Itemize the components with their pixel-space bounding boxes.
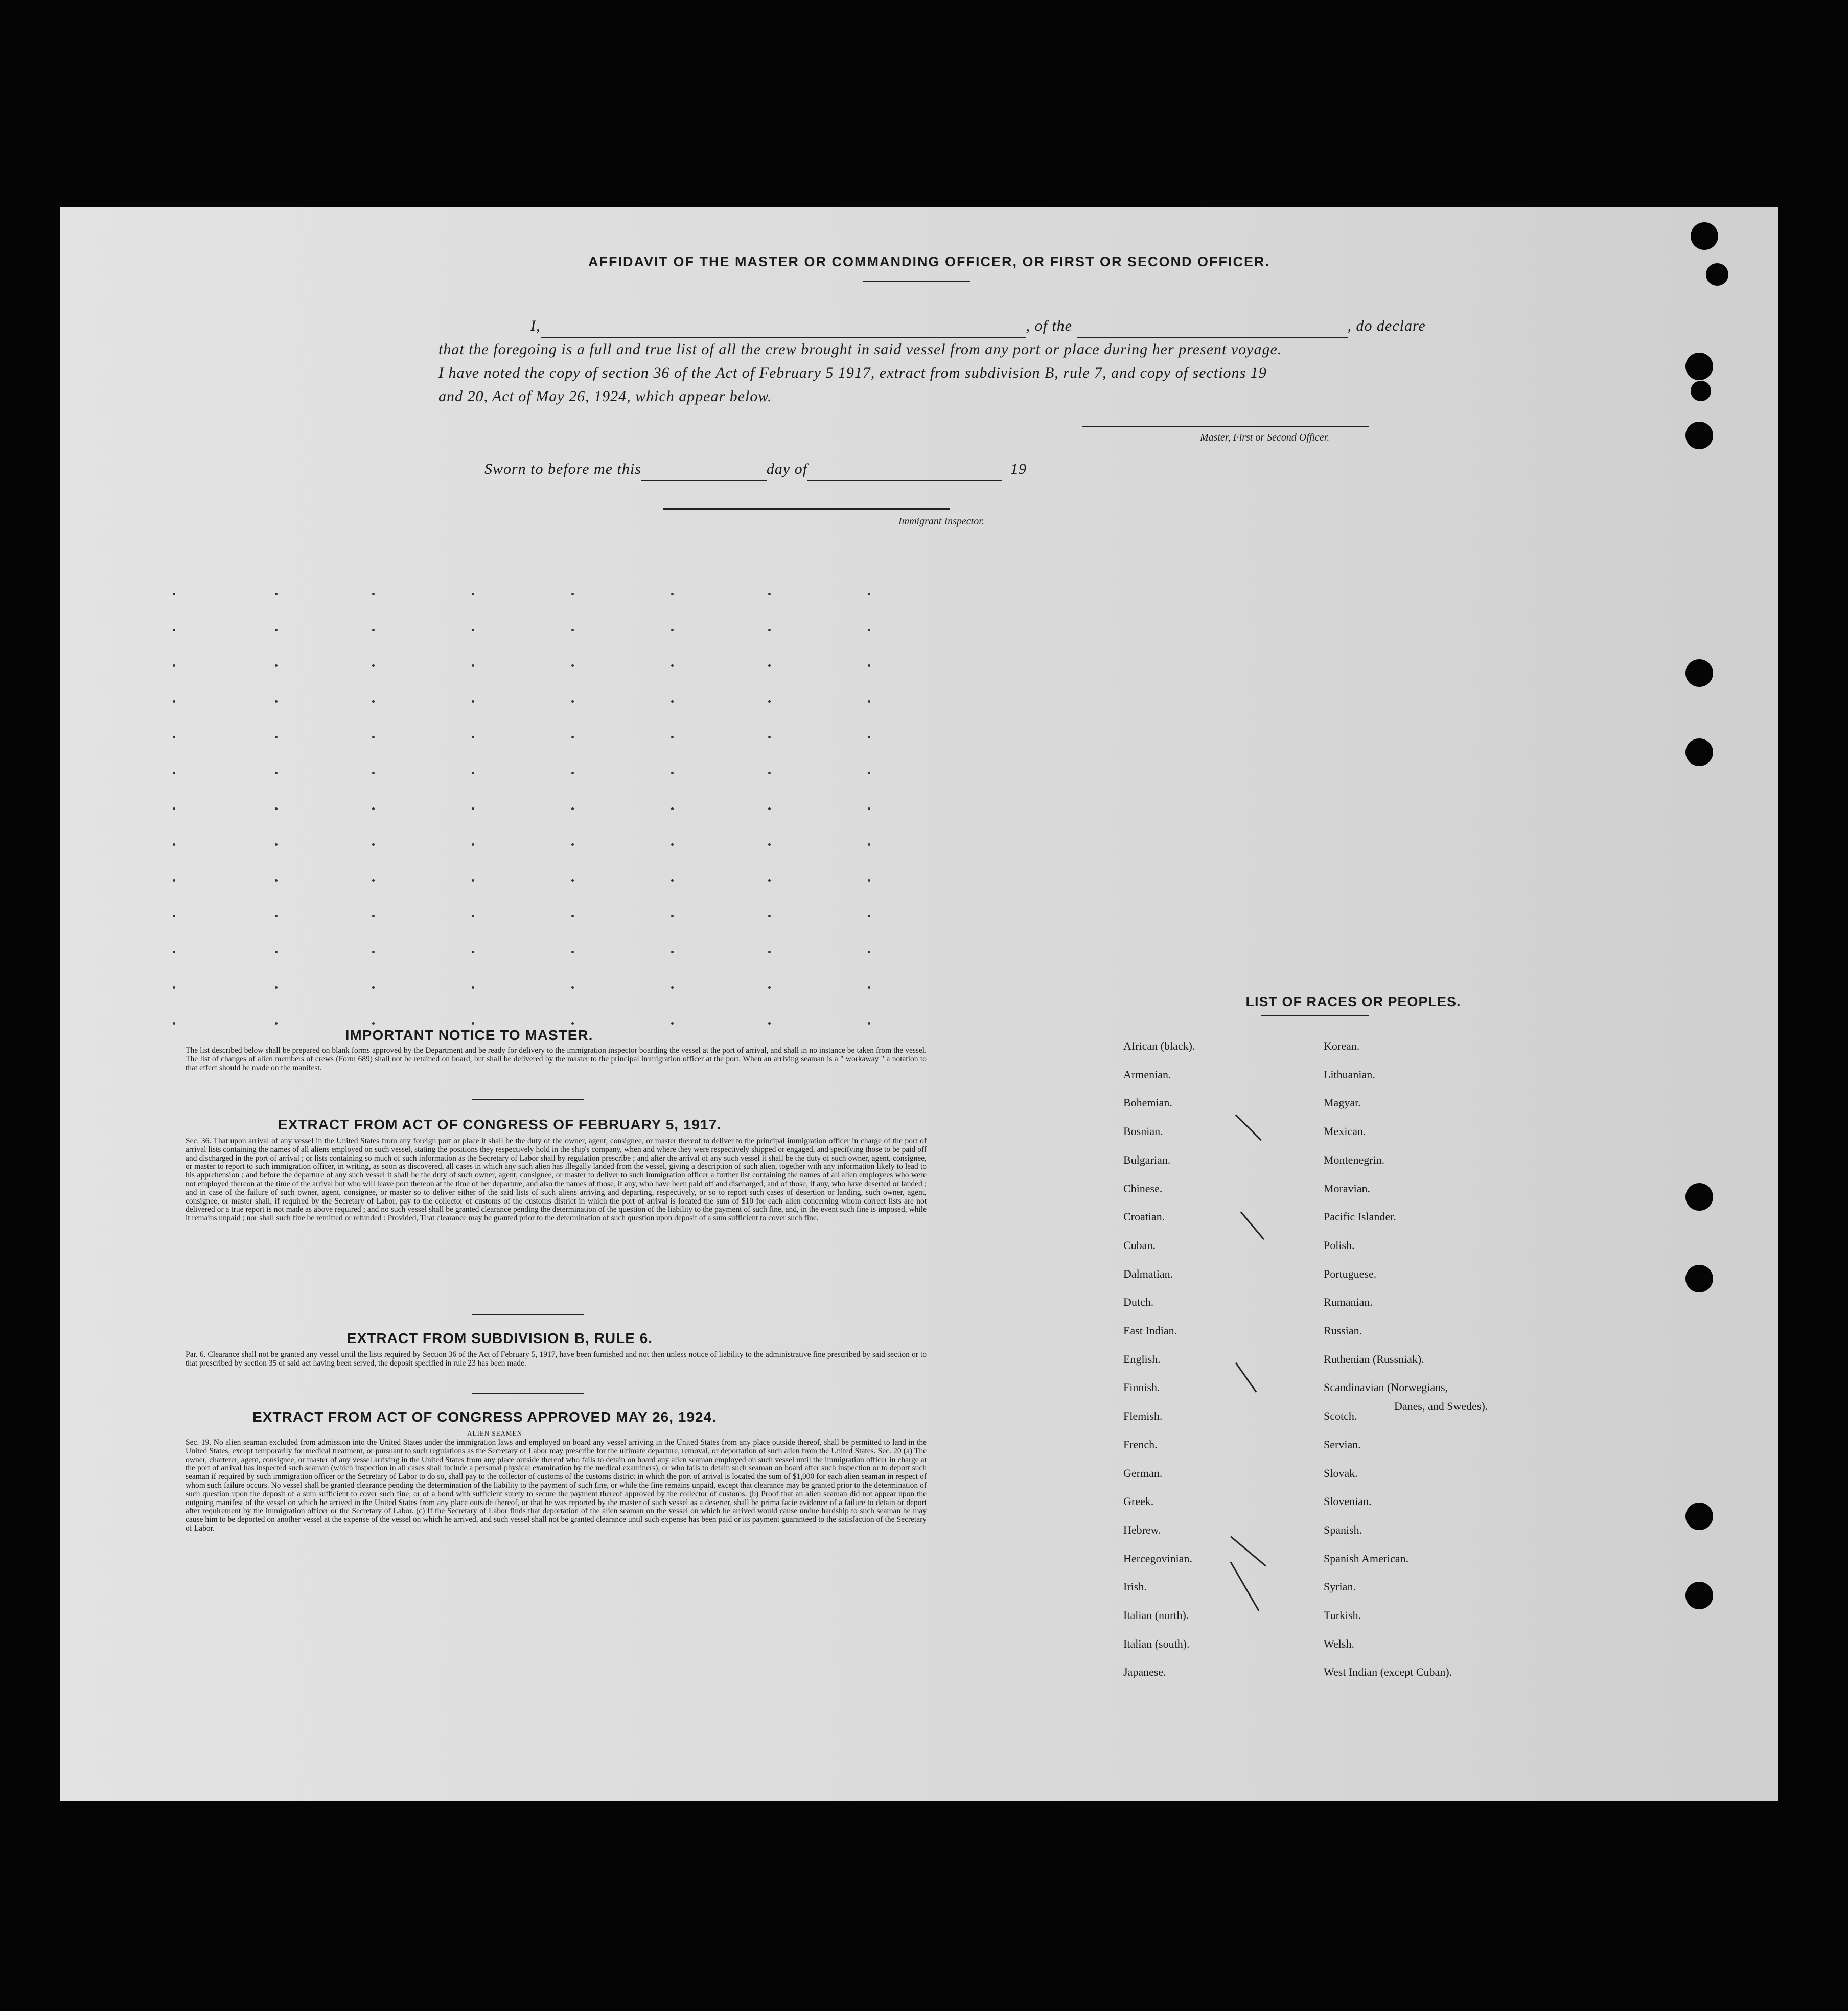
name-blank[interactable] bbox=[541, 325, 1026, 338]
dot bbox=[472, 664, 474, 667]
divider bbox=[472, 1099, 584, 1100]
dot bbox=[372, 700, 375, 703]
dot bbox=[868, 1022, 870, 1025]
declaration-declare: , do declare bbox=[1347, 317, 1426, 334]
dot bbox=[472, 629, 474, 631]
declaration-line-1 bbox=[438, 314, 1461, 338]
dot bbox=[472, 915, 474, 917]
dot bbox=[671, 772, 674, 774]
dot bbox=[571, 629, 574, 631]
race-item: Flemish. bbox=[1123, 1409, 1163, 1423]
dot bbox=[372, 772, 375, 774]
race-item: Irish. bbox=[1123, 1580, 1147, 1593]
dot bbox=[571, 879, 574, 882]
dot bbox=[372, 736, 375, 738]
dot bbox=[173, 629, 175, 631]
race-item: Cuban. bbox=[1123, 1238, 1156, 1252]
race-item: African (black). bbox=[1123, 1039, 1195, 1052]
dot bbox=[868, 772, 870, 774]
race-item: West Indian (except Cuban). bbox=[1324, 1666, 1452, 1679]
vessel-blank[interactable] bbox=[1077, 325, 1348, 338]
divider bbox=[863, 281, 970, 282]
dot bbox=[472, 772, 474, 774]
dot bbox=[173, 807, 175, 810]
master-signature-label: Master, First or Second Officer. bbox=[1200, 432, 1330, 443]
race-item: Turkish. bbox=[1324, 1609, 1361, 1622]
dot bbox=[571, 951, 574, 953]
dot bbox=[571, 736, 574, 738]
dot bbox=[671, 807, 674, 810]
document-page bbox=[60, 207, 1778, 1801]
subdivision-title: EXTRACT FROM SUBDIVISION B, RULE 6. bbox=[346, 1330, 653, 1346]
race-item: Japanese. bbox=[1123, 1666, 1166, 1679]
dot bbox=[275, 986, 278, 989]
dot bbox=[571, 1022, 574, 1025]
dot bbox=[768, 664, 771, 667]
dot bbox=[768, 986, 771, 989]
dot bbox=[768, 843, 771, 846]
race-item: Montenegrin. bbox=[1324, 1153, 1385, 1166]
dot bbox=[671, 593, 674, 595]
subdivision-body: Par. 6. Clearance shall not be granted any vessel until the lists required by Section 36 of the Act of February 5, 1917, have been furnished and not then unless notice of liability to the administrative fine prescribed by said section or to that prescribed by section 35 of said act having been served, the deposit specified in rule 23 has been made. bbox=[186, 1350, 927, 1368]
divider bbox=[472, 1393, 584, 1394]
dot bbox=[671, 879, 674, 882]
race-item: Pacific Islander. bbox=[1324, 1210, 1396, 1223]
pen-mark bbox=[1230, 1536, 1266, 1566]
punch-hole bbox=[1685, 1265, 1713, 1292]
dot bbox=[472, 843, 474, 846]
dot bbox=[472, 807, 474, 810]
dot bbox=[372, 915, 375, 917]
dot bbox=[671, 915, 674, 917]
dot bbox=[571, 593, 574, 595]
dot bbox=[671, 1022, 674, 1025]
extract-1924-title: EXTRACT FROM ACT OF CONGRESS APPROVED MAY 26, 1924. bbox=[252, 1409, 717, 1425]
dot bbox=[571, 807, 574, 810]
race-item: English. bbox=[1123, 1352, 1161, 1366]
dot bbox=[768, 951, 771, 953]
dot bbox=[868, 986, 870, 989]
extract-1924-body: Sec. 19. No alien seaman excluded from admission into the United States under the immigration laws and employed on board any vessel arriving in the United States from any place outside thereof, shall be permitted to land in the United States, except temporarily for medical treatment, or pursuant to such regulations as the Secretary of Labor may prescribe for the ultimate departure, removal, or deportation of such alien from the United States. Sec. 20 (a) The owner, charterer, agent, consignee, or master of any vessel arriving in the United States from any place outside thereof who fails to detain on board any alien seaman employed on such vessel until the immigration officer in charge at the port of arrival has inspected such seaman (which inspection in all cases shall include a personal physical examination by the medical examiners), or who fails to detain such seaman on board after such inspection or to deport such seaman if required by such immigration officer or the Secretary of Labor to do so, shall pay to the collector of customs of the customs district in which the port of arrival is located the sum of $1,000 for each alien seaman in respect of whom such failure occurs. No vessel shall be granted clearance pending the determination of the liability to the payment of such fine, or while the fine remains unpaid, except that clearance may be granted prior to the determination of such question upon the deposit of a sum sufficient to cover such fine, or of a bond with sufficient surety to secure the payment thereof approved by the collector of customs. (b) Proof that an alien seaman did not appear upon the outgoing manifest of the vessel on which he arrived in the United States from any place outside thereof, or that he was reported by the master of such vessel as a deserter, shall be prima facie evidence of a failure to detain or deport after requirement by the immigration officer or the Secretary of Labor. (c) If the Secretary of Labor finds that deportation of the alien seaman on the vessel on which he arrived would cause undue hardship to such seaman he may cause him to be deported on another vessel at the expense of the vessel on which he arrived, and such vessel shall not be granted clearance until such expense has been paid or its payment guaranteed to the satisfaction of the Secretary of Labor. bbox=[186, 1438, 927, 1533]
dot bbox=[671, 664, 674, 667]
dot bbox=[571, 772, 574, 774]
dot bbox=[275, 593, 278, 595]
dot bbox=[275, 843, 278, 846]
dot bbox=[671, 843, 674, 846]
year-label: 19 bbox=[1010, 460, 1027, 477]
dot bbox=[768, 915, 771, 917]
dot bbox=[768, 772, 771, 774]
race-item: Russian. bbox=[1324, 1324, 1362, 1337]
dot bbox=[868, 700, 870, 703]
dot bbox=[372, 664, 375, 667]
race-item: Lithuanian. bbox=[1324, 1068, 1375, 1081]
race-item: Bosnian. bbox=[1123, 1125, 1163, 1138]
declaration-line-3: I have noted the copy of section 36 of the Act of February 5 1917, extract from subdivision B, rule 7, and copy of sections 19 bbox=[438, 364, 1267, 381]
dot bbox=[173, 843, 175, 846]
punch-hole bbox=[1685, 1503, 1713, 1530]
race-item: Hercegovinian. bbox=[1123, 1552, 1192, 1565]
pen-mark bbox=[1240, 1212, 1264, 1240]
race-item: Spanish. bbox=[1324, 1523, 1362, 1536]
dot bbox=[571, 664, 574, 667]
notice-body: The list described below shall be prepared on blank forms approved by the Department and be ready for delivery to the immigration inspector boarding the vessel at the port of arrival, and shall in no instance be taken from the vessel. The list of changes of alien members of crews (Form 689) shall not be retained on board, but shall be delivered by the master to the principal immigration officer at the port. When an arriving seaman is a " workaway " a notation to that effect should be made on the manifest. bbox=[186, 1046, 927, 1072]
dot bbox=[372, 986, 375, 989]
master-signature-line[interactable] bbox=[1082, 426, 1369, 427]
dot bbox=[868, 879, 870, 882]
dot bbox=[768, 593, 771, 595]
race-item: Servian. bbox=[1324, 1438, 1361, 1451]
race-item: Spanish American. bbox=[1324, 1552, 1409, 1565]
dot bbox=[372, 879, 375, 882]
race-item: Ruthenian (Russniak). bbox=[1324, 1352, 1424, 1366]
declaration-line-4: and 20, Act of May 26, 1924, which appear below. bbox=[438, 388, 772, 405]
declaration-of-the: , of the bbox=[1026, 317, 1072, 334]
dot bbox=[275, 915, 278, 917]
dot bbox=[275, 807, 278, 810]
dot bbox=[275, 664, 278, 667]
dot bbox=[275, 879, 278, 882]
dot bbox=[571, 986, 574, 989]
month-blank[interactable] bbox=[807, 468, 1002, 481]
day-of-label: day of bbox=[766, 460, 808, 477]
punch-hole bbox=[1706, 263, 1728, 286]
race-item: Dutch. bbox=[1123, 1296, 1154, 1309]
dot bbox=[173, 593, 175, 595]
race-item: Scotch. bbox=[1324, 1409, 1357, 1423]
punch-hole bbox=[1685, 353, 1713, 380]
punch-hole bbox=[1685, 422, 1713, 449]
dot bbox=[671, 986, 674, 989]
dot bbox=[671, 629, 674, 631]
race-item: Portuguese. bbox=[1324, 1267, 1377, 1280]
dot bbox=[372, 593, 375, 595]
punch-hole bbox=[1685, 1183, 1713, 1211]
race-scandinavian-continued: Danes, and Swedes). bbox=[1394, 1400, 1488, 1413]
divider bbox=[472, 1314, 584, 1315]
dot bbox=[173, 915, 175, 917]
race-item: German. bbox=[1123, 1466, 1163, 1480]
dot bbox=[173, 700, 175, 703]
dot bbox=[173, 1022, 175, 1025]
race-item: Magyar. bbox=[1324, 1096, 1361, 1109]
race-item: Mexican. bbox=[1324, 1125, 1366, 1138]
dot bbox=[472, 593, 474, 595]
dot bbox=[173, 986, 175, 989]
pen-mark bbox=[1235, 1362, 1257, 1393]
dot bbox=[472, 1022, 474, 1025]
race-item: Finnish. bbox=[1123, 1381, 1160, 1394]
punch-hole bbox=[1685, 659, 1713, 687]
race-item: Slovenian. bbox=[1324, 1495, 1372, 1508]
dot bbox=[275, 736, 278, 738]
dot bbox=[768, 736, 771, 738]
day-blank[interactable] bbox=[641, 468, 767, 481]
dot bbox=[571, 915, 574, 917]
race-item: Scandinavian (Norwegians, bbox=[1324, 1381, 1448, 1394]
dot bbox=[868, 664, 870, 667]
dot bbox=[173, 951, 175, 953]
dot bbox=[275, 1022, 278, 1025]
race-item: Chinese. bbox=[1123, 1182, 1163, 1195]
notice-title: IMPORTANT NOTICE TO MASTER. bbox=[345, 1027, 593, 1043]
extract-1924-subtitle: ALIEN SEAMEN bbox=[467, 1429, 522, 1437]
dot bbox=[768, 1022, 771, 1025]
race-item: Hebrew. bbox=[1123, 1523, 1161, 1536]
race-item: Italian (north). bbox=[1123, 1609, 1189, 1622]
dot bbox=[671, 700, 674, 703]
race-item: Welsh. bbox=[1324, 1637, 1354, 1650]
race-item: Greek. bbox=[1123, 1495, 1154, 1508]
race-item: Rumanian. bbox=[1324, 1296, 1373, 1309]
inspector-signature-line[interactable] bbox=[663, 508, 950, 510]
dot bbox=[372, 1022, 375, 1025]
race-item: Bulgarian. bbox=[1123, 1153, 1171, 1166]
race-item: Moravian. bbox=[1324, 1182, 1371, 1195]
race-item: Polish. bbox=[1324, 1238, 1355, 1252]
divider bbox=[1261, 1015, 1369, 1016]
dot bbox=[472, 879, 474, 882]
races-title: LIST OF RACES OR PEOPLES. bbox=[1245, 994, 1461, 1009]
dot bbox=[868, 629, 870, 631]
race-item: Syrian. bbox=[1324, 1580, 1356, 1593]
extract-1917-body: Sec. 36. That upon arrival of any vessel in the United States from any foreign port or place it shall be the duty of the owner, agent, consignee, or master thereof to deliver to the principal immigration officer in charge of the port of arrival lists containing the names of all aliens employed on such vessel, stating the positions they respectively hold in the ship's company, when and where they were respectively shipped or engaged, and specifying those to be paid off and discharged in the port of arrival ; or lists containing so much of such information as the Secretary of Labor shall by regulation prescribe ; and after the arrival of any such vessel it shall be the duty of such owner, agent, consignee, or master to report to such immigration officer, in writing, as soon as discovered, all cases in which any such alien has illegally landed from the vessel, giving a description of such alien, together with any information likely to lead to his apprehension ; and before the departure of any such vessel it shall be the duty of such owner, agent, consignee, or master to deliver to such immigration officer a further list containing the names of all alien employees who were not employed thereon at the time of the arrival but who will leave port thereon at the time of her departure, and also the names of those, if any, who have been paid off and discharged, and of those, if any, who have deserted or landed ; and in case of the failure of such owner, agent, consignee, or master so to deliver either of the said lists of such aliens arriving and departing, respectively, or so to report such cases of desertion or landing, such owner, agent, consignee, or master shall, if required by the Secretary of Labor, pay to the collector of customs of the customs district in which the port of arrival is located the sum of $10 for each alien concerning whom correct lists are not delivered or a true report is not made as above required ; and no such vessel shall be granted clearance pending the determination of the question of the liability to the payment of such fine, and, in the event such fine is imposed, while it remains unpaid ; nor shall such fine be remitted or refunded : Provided, That clearance may be granted prior to the determination of such question upon deposit of a sum sufficient to cover such fine. bbox=[186, 1137, 927, 1223]
dot bbox=[275, 700, 278, 703]
sworn-label: Sworn to before me this bbox=[484, 460, 641, 477]
race-item: Croatian. bbox=[1123, 1210, 1165, 1223]
inspector-signature-label: Immigrant Inspector. bbox=[898, 516, 984, 527]
dot bbox=[868, 915, 870, 917]
dot bbox=[372, 951, 375, 953]
dot bbox=[173, 879, 175, 882]
dot bbox=[372, 807, 375, 810]
dot bbox=[571, 700, 574, 703]
race-item: Slovak. bbox=[1324, 1466, 1358, 1480]
dot bbox=[472, 736, 474, 738]
pen-mark bbox=[1230, 1562, 1260, 1611]
affidavit-title: AFFIDAVIT OF THE MASTER OR COMMANDING OFFICER, OR FIRST OR SECOND OFFICER. bbox=[588, 254, 1270, 269]
dot bbox=[472, 951, 474, 953]
race-item: French. bbox=[1123, 1438, 1158, 1451]
dot bbox=[768, 879, 771, 882]
dot bbox=[868, 843, 870, 846]
dot bbox=[768, 700, 771, 703]
dot bbox=[868, 807, 870, 810]
dot bbox=[768, 629, 771, 631]
dot bbox=[671, 736, 674, 738]
dot bbox=[472, 986, 474, 989]
dot bbox=[275, 772, 278, 774]
pen-mark bbox=[1235, 1114, 1262, 1141]
declaration-i: I, bbox=[530, 317, 541, 334]
punch-hole bbox=[1685, 1582, 1713, 1609]
dot bbox=[868, 951, 870, 953]
extract-1917-title: EXTRACT FROM ACT OF CONGRESS OF FEBRUARY 5, 1917. bbox=[278, 1117, 722, 1132]
dot bbox=[173, 736, 175, 738]
dot bbox=[671, 951, 674, 953]
dot bbox=[372, 629, 375, 631]
punch-hole bbox=[1685, 738, 1713, 766]
dot bbox=[372, 843, 375, 846]
dot bbox=[275, 951, 278, 953]
race-item: East Indian. bbox=[1123, 1324, 1177, 1337]
race-item: Korean. bbox=[1324, 1039, 1360, 1052]
dot bbox=[275, 629, 278, 631]
race-item: Armenian. bbox=[1123, 1068, 1171, 1081]
declaration-line-2: that the foregoing is a full and true list of all the crew brought in said vessel from any port or place during her present voyage. bbox=[438, 341, 1282, 358]
dot bbox=[868, 593, 870, 595]
sworn-line bbox=[484, 457, 1507, 481]
dot bbox=[173, 772, 175, 774]
dot bbox=[472, 700, 474, 703]
punch-hole bbox=[1691, 222, 1718, 250]
race-item: Bohemian. bbox=[1123, 1096, 1172, 1109]
dot bbox=[768, 807, 771, 810]
race-item: Dalmatian. bbox=[1123, 1267, 1173, 1280]
race-item: Italian (south). bbox=[1123, 1637, 1190, 1650]
dot bbox=[571, 843, 574, 846]
punch-hole bbox=[1691, 381, 1711, 401]
dot bbox=[173, 664, 175, 667]
dot bbox=[868, 736, 870, 738]
